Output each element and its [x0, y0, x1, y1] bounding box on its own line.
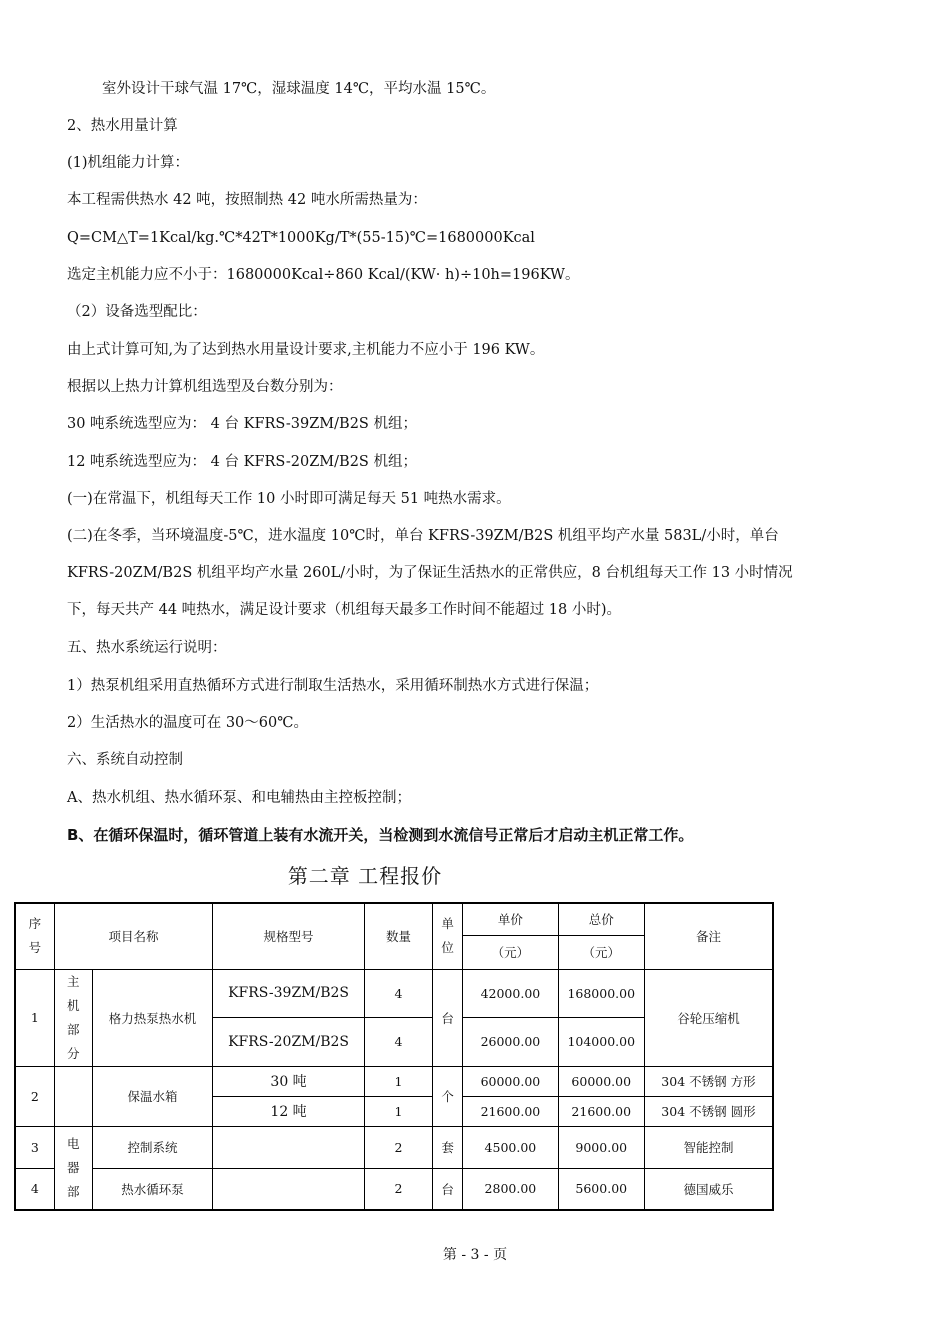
row-total: 5600.00 [558, 1168, 644, 1210]
row-spec: KFRS-39ZM/B2S [213, 969, 365, 1018]
text-line: 六、系统自动控制 [67, 752, 183, 768]
text-line: 五、热水系统运行说明： [67, 640, 227, 656]
row-qty: 2 [364, 1126, 432, 1168]
row-remark: 304 不锈钢 方形 [644, 1066, 773, 1096]
text-line-bold: B、在循环保温时，循环管道上装有水流开关，当检测到水流信号正常后才启动主机正常工作。 [67, 826, 694, 844]
chapter-title: 第二章 工程报价 [287, 864, 443, 888]
text-line: 选定主机能力应不小于：1680000Kcal÷860 Kcal/(KW· h)÷10h=196KW。 [67, 267, 580, 283]
text-line: (二)在冬季，当环境温度-5℃，进水温度 10℃时，单台 KFRS-39ZM/B2S 机组平均产水量 583L/小时，单台 [67, 528, 779, 544]
table-row [15, 1126, 773, 1168]
text-line: 2、热水用量计算 [67, 118, 178, 134]
table-row [15, 1168, 773, 1210]
row-total: 9000.00 [558, 1126, 644, 1168]
text-line: 30 吨系统选型应为： 4 台 KFRS-39ZM/B2S 机组； [67, 416, 417, 432]
row-unit: 套 [433, 1126, 463, 1168]
row-name: 保温水箱 [92, 1066, 212, 1126]
text-line: 1）热泵机组采用直热循环方式进行制取生活热水，采用循环制热水方式进行保温； [67, 678, 599, 694]
text-line: 根据以上热力计算机组选型及台数分别为： [67, 379, 343, 395]
row-price: 42000.00 [463, 969, 558, 1018]
quote-table [14, 902, 774, 1211]
row-name: 格力热泵热水机 [92, 969, 212, 1066]
header-item: 项目名称 [54, 903, 213, 969]
text-line: 由上式计算可知,为了达到热水用量设计要求,主机能力不应小于 196 KW。 [67, 342, 545, 358]
row-total: 21600.00 [558, 1096, 644, 1126]
row-spec [213, 1126, 365, 1168]
row-spec [213, 1168, 365, 1210]
header-unit-price: 单价 [463, 903, 558, 935]
row-seq: 2 [15, 1066, 54, 1126]
table-row [15, 1066, 773, 1096]
row-qty: 1 [364, 1096, 432, 1126]
header-unit-price-currency: （元） [463, 935, 558, 969]
row-name: 热水循环泵 [92, 1168, 212, 1210]
row-seq: 3 [15, 1126, 54, 1168]
text-line: 下，每天共产 44 吨热水，满足设计要求（机组每天最多工作时间不能超过 18 小时)。 [67, 602, 621, 618]
row-spec: 12 吨 [213, 1096, 365, 1126]
row-qty: 2 [364, 1168, 432, 1210]
row-price: 60000.00 [463, 1066, 558, 1096]
row-qty: 4 [364, 969, 432, 1018]
row-qty: 4 [364, 1018, 432, 1067]
row-remark: 谷轮压缩机 [644, 969, 773, 1066]
row-total: 60000.00 [558, 1066, 644, 1096]
group-elec: 电 器 部 [54, 1126, 92, 1210]
text-line: （2）设备选型配比： [67, 304, 207, 320]
row-seq: 1 [15, 969, 54, 1066]
text-line: 室外设计干球气温 17℃，湿球温度 14℃，平均水温 15℃。 [102, 81, 496, 97]
row-unit: 台 [433, 969, 463, 1066]
text-line: 本工程需供热水 42 吨，按照制热 42 吨水所需热量为： [67, 192, 427, 208]
row-total: 168000.00 [558, 969, 644, 1018]
text-line: Q=CM△T=1Kcal/kg.℃*42T*1000Kg/T*(55-15)℃=1680000Kcal [67, 230, 535, 246]
row-seq: 4 [15, 1168, 54, 1210]
header-unit: 单 位 [433, 903, 463, 969]
row-price: 2800.00 [463, 1168, 558, 1210]
row-unit: 个 [433, 1066, 463, 1126]
page-footer: 第 - 3 - 页 [442, 1247, 508, 1263]
row-name: 控制系统 [92, 1126, 212, 1168]
text-line: (1)机组能力计算： [67, 155, 190, 171]
group-host: 主 机 部 分 [54, 969, 92, 1066]
text-line: 12 吨系统选型应为： 4 台 KFRS-20ZM/B2S 机组； [67, 454, 417, 470]
header-spec: 规格型号 [213, 903, 365, 969]
row-spec: KFRS-20ZM/B2S [213, 1018, 365, 1067]
header-qty: 数量 [364, 903, 432, 969]
row-total: 104000.00 [558, 1018, 644, 1067]
row-remark: 304 不锈钢 圆形 [644, 1096, 773, 1126]
text-line: (一)在常温下，机组每天工作 10 小时即可满足每天 51 吨热水需求。 [67, 491, 511, 507]
row-spec: 30 吨 [213, 1066, 365, 1096]
text-line: A、热水机组、热水循环泵、和电辅热由主控板控制； [67, 790, 411, 806]
header-seq: 序 号 [15, 903, 54, 969]
header-total: 总价 [558, 903, 644, 935]
row-price: 26000.00 [463, 1018, 558, 1067]
row-qty: 1 [364, 1066, 432, 1096]
header-total-currency: （元） [558, 935, 644, 969]
table-row [15, 969, 773, 1018]
row-unit: 台 [433, 1168, 463, 1210]
text-line: 2）生活热水的温度可在 30～60℃。 [67, 715, 308, 731]
row-remark: 德国威乐 [644, 1168, 773, 1210]
text-line: KFRS-20ZM/B2S 机组平均产水量 260L/小时，为了保证生活热水的正常供应，8 台机组每天工作 13 小时情况 [67, 565, 793, 581]
table-header-row [15, 903, 773, 935]
row-price: 4500.00 [463, 1126, 558, 1168]
group-host-continued [54, 1066, 92, 1126]
header-remark: 备注 [644, 903, 773, 969]
row-remark: 智能控制 [644, 1126, 773, 1168]
row-price: 21600.00 [463, 1096, 558, 1126]
